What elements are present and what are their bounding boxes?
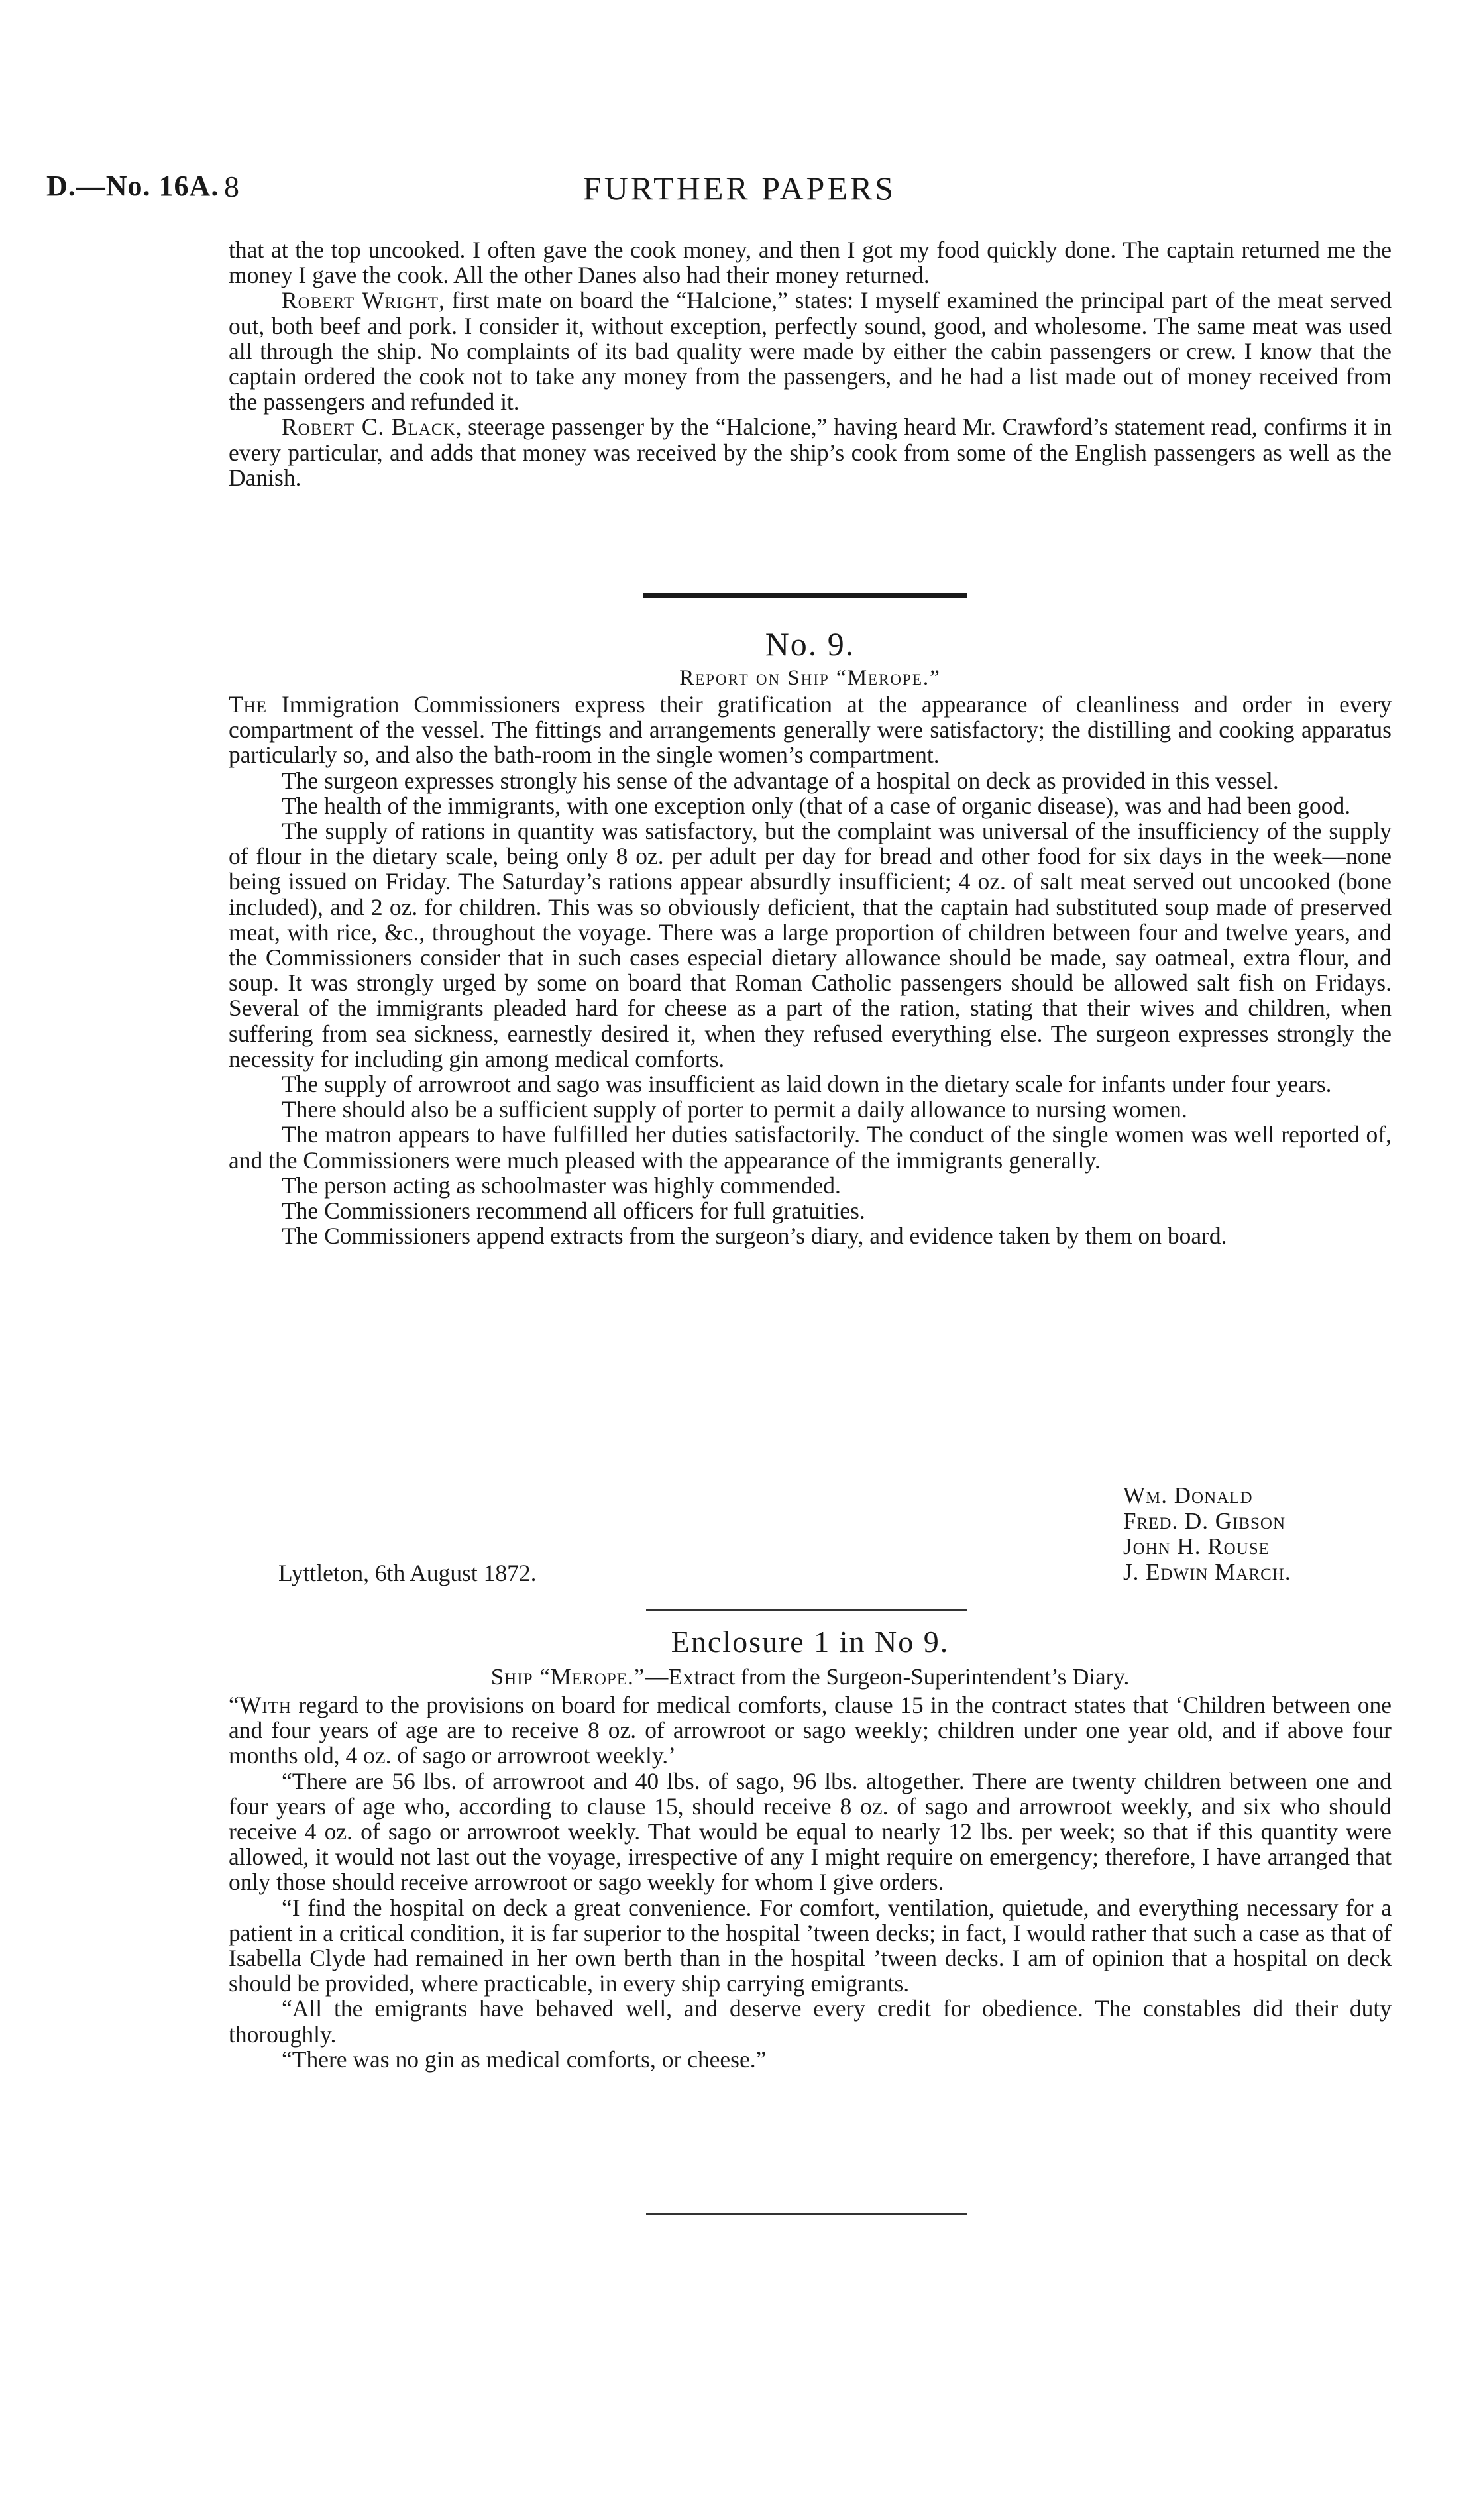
intro-paragraph-2-text: , first mate on board the “Halcione,” states: I myself examined the principal part of the meat served out, both beef and pork. I consider it, without exception, perfectly sound, good, and wholesome. The same meat was used all through the ship. No complaints of its bad quality were made by either the cabin passengers or crew. I know that the captain ordered the cook not to take any money from the passengers, and he had a list made out of money received from the passengers and refunded it. — [229, 287, 1392, 415]
signatories — [1123, 1483, 1401, 1585]
enclosure-subheading-text: —Extract from the Surgeon-Superintendent’s Diary. — [645, 1664, 1130, 1690]
ship-name: Ship “Merope.” — [490, 1664, 645, 1690]
running-title: FURTHER PAPERS — [582, 170, 897, 207]
report-paragraph-1 — [229, 692, 1392, 768]
section-divider — [646, 1609, 967, 1611]
report-paragraph-9: The Commissioners recommend all officers for full gratuities. — [282, 1197, 865, 1225]
signatory: John H. Rouse — [1123, 1533, 1270, 1559]
lead-word: The — [229, 691, 268, 718]
report-paragraph-5: The supply of arrowroot and sago was insufficient as laid down in the dietary scale for infants under four years. — [282, 1071, 1332, 1098]
document-reference: D.—No. 16A. — [46, 170, 219, 202]
intro-paragraph-3-text: , steerage passenger by the “Halcione,” having heard Mr. Crawford’s statement read, confirms it in every particular, and adds that money was received by the ship’s cook from some of the English passengers as well as the Danish. — [229, 413, 1392, 491]
enclosure-paragraph-1 — [229, 1692, 1392, 1769]
section-divider — [643, 593, 967, 598]
enclosure-paragraph-4: “All the emigrants have behaved well, and deserve every credit for obedience. The constables did their duty thoroughly. — [229, 1995, 1392, 2048]
enclosure-paragraph-5: “There was no gin as medical comforts, or cheese.” — [282, 2046, 767, 2073]
report-paragraph-6: There should also be a sufficient supply of porter to permit a daily allowance to nursing women. — [282, 1096, 1187, 1123]
speaker-name: Robert Wright — [282, 287, 439, 314]
lead-word: With — [239, 1692, 292, 1718]
running-head — [46, 169, 1433, 209]
enclosure-section — [229, 1622, 1392, 2072]
enclosure-paragraph-3: “I find the hospital on deck a great convenience. For comfort, ventilation, quietude, and everything necessary for a patient in a critical condition, it is far superior to the hospital ’tween decks; in fact, I would rather that such a case as that of Isabella Clyde had remained in her own berth than in the hospital ’tween decks. I am of opinion that a hospital on deck should be provided, where practicable, in every ship carrying emigrants. — [229, 1894, 1392, 1997]
open-quote: “ — [229, 1692, 239, 1718]
intro-section — [229, 237, 1392, 490]
signatory: Wm. Donald — [1123, 1482, 1253, 1508]
report-paragraph-7: The matron appears to have fulfilled her duties satisfactorily. The conduct of the single women was well reported of, and the Commissioners were much pleased with the appearance of the immigrants generally. — [229, 1121, 1392, 1174]
section-divider — [646, 2213, 967, 2215]
report-section — [229, 624, 1392, 1248]
report-paragraph-1-text: Immigration Commissioners express their gratification at the appearance of cleanliness and order in every compartment of the vessel. The fittings and arrangements generally were satisfactory; the distilling and cooking apparatus particularly so, and also the bath-room in the single women’s compartment. — [229, 691, 1392, 769]
signatory: J. Edwin March. — [1123, 1559, 1291, 1585]
intro-paragraph-3 — [229, 414, 1392, 490]
report-heading: No. 9. — [765, 626, 855, 663]
dateline: Lyttleton, 6th August 1872. — [278, 1560, 537, 1586]
report-paragraph-2: The surgeon expresses strongly his sense of the advantage of a hospital on deck as provided in this vessel. — [282, 767, 1279, 794]
enclosure-paragraph-2: “There are 56 lbs. of arrowroot and 40 lbs. of sago, 96 lbs. altogether. There are twenty children between one and four years of age who, according to clause 15, should receive 8 oz. of sago and arrowroot weekly, and six who should receive 4 oz. of sago or arrowroot weekly. That would be equal to nearly 12 lbs. per week; so that if this quantity were allowed, it would not last out the voyage, irrespective of any I might require on emergency; therefore, I have arranged that only those should receive arrowroot or sago weekly for whom I give orders. — [229, 1767, 1392, 1896]
report-paragraph-3: The health of the immigrants, with one exception only (that of a case of organic disease), was and had been good. — [282, 792, 1351, 819]
intro-paragraph-1: that at the top uncooked. I often gave the cook money, and then I got my food quickly done. The captain returned me the money I gave the cook. All the other Danes also had their money returned. — [229, 237, 1392, 289]
report-paragraph-4: The supply of rations in quantity was satisfactory, but the complaint was universal of the insufficiency of the supply of flour in the dietary scale, being only 8 oz. per adult per day for bread and other food for six days in the week—none being issued on Friday. The Saturday’s rations appear absurdly insufficient; 4 oz. of salt meat served out uncooked (bone included), and 2 oz. for children. This was so obviously deficient, that the captain had substituted soup made of preserved meat, with rice, &c., throughout the voyage. There was a large proportion of children between four and twelve years, and the Commissioners consider that in such cases especial dietary allowance should be made, say oatmeal, extra flour, and soup. It was strongly urged by some on board that Roman Catholic passengers should be allowed salt fish on Fridays. Several of the immigrants pleaded hard for cheese as a part of the ration, stating that their wives and children, when suffering from sea sickness, earnestly desired it, when they refused everything else. The surgeon expresses strongly the necessity for including gin among medical comforts. — [229, 818, 1392, 1072]
enclosure-subheading — [229, 1662, 1392, 1692]
enclosure-paragraph-1-text: regard to the provisions on board for medical comforts, clause 15 in the contract states that ‘Children between one and four years of age are to receive 8 oz. of arrowroot or sago weekly; children under one year old, and if above four months old, 4 oz. of sago or arrowroot weekly.’ — [229, 1692, 1392, 1769]
report-paragraph-10: The Commissioners append extracts from the surgeon’s diary, and evidence taken by them on board. — [282, 1223, 1227, 1250]
intro-paragraph-2 — [229, 288, 1392, 414]
report-subheading: Report on Ship “Merope.” — [679, 666, 941, 690]
report-paragraph-8: The person acting as schoolmaster was highly commended. — [282, 1172, 841, 1199]
signatory: Fred. D. Gibson — [1123, 1507, 1286, 1534]
page-number: 8 — [224, 170, 239, 203]
speaker-name: Robert C. Black — [282, 413, 456, 441]
enclosure-heading: Enclosure 1 in No 9. — [671, 1625, 950, 1659]
